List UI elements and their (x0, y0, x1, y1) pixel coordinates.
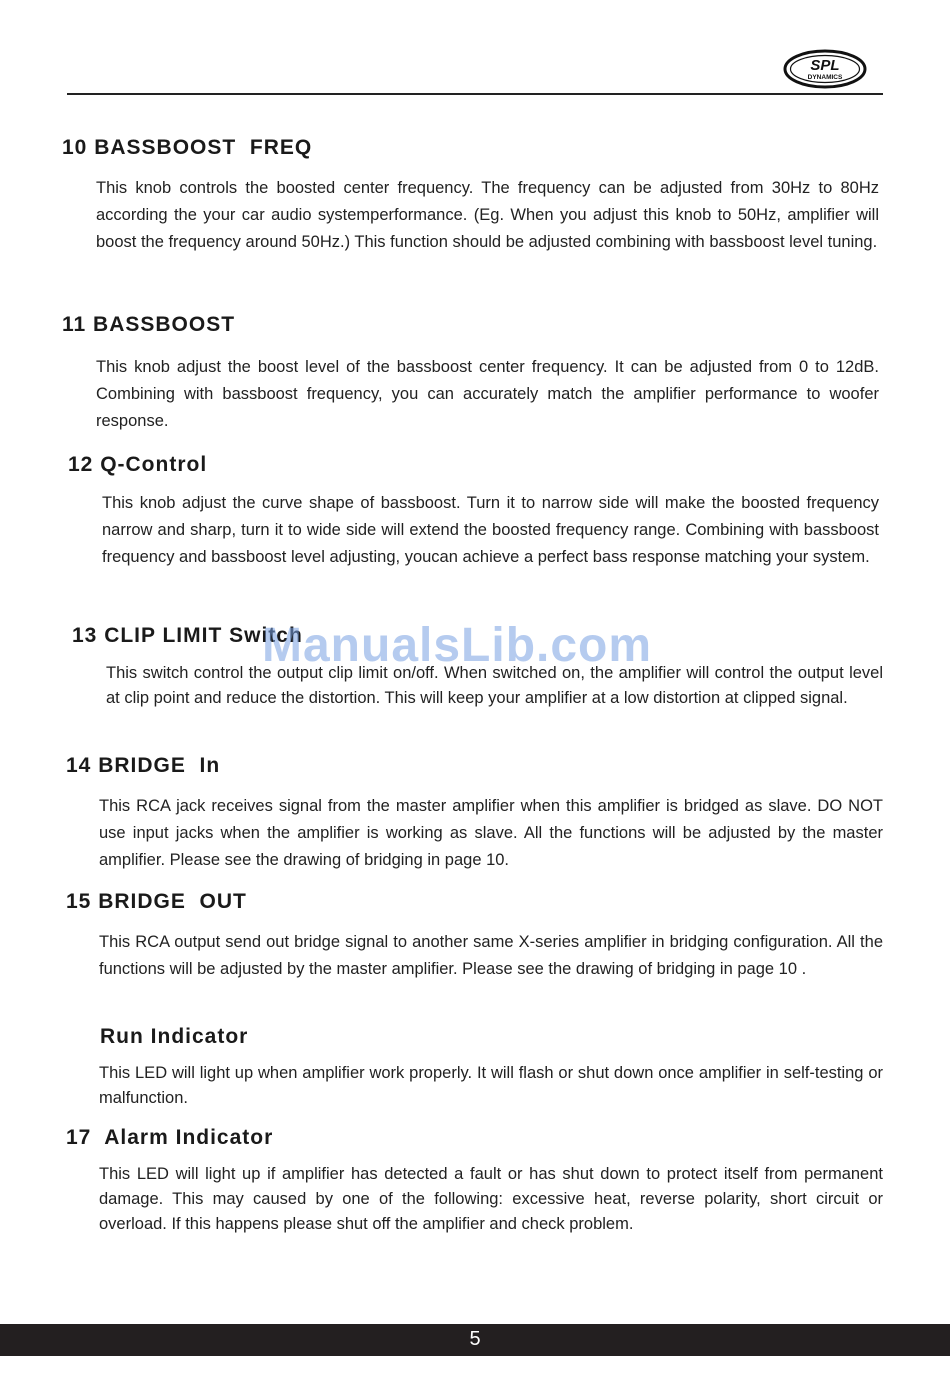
section-13-body: This switch control the output clip limit on/off. When switched on, the amplifier will control the output level at clip point and reduce the distortion. This will keep your amplifier at a low distortion at clipped signal. (106, 664, 883, 707)
spl-dynamics-logo (782, 48, 868, 90)
section-15-body: This RCA output send out bridge signal to another same X-series amplifier in bridging configuration. All the functions will be adjusted by the master amplifier. Please see the drawing of bridging in page 10 . (99, 933, 883, 978)
section-14-body: This RCA jack receives signal from the master amplifier when this amplifier is bridged as slave. DO NOT use input jacks when the amplifier is working as slave. All the functions will be adjusted by the master amplifier. Please see the drawing of bridging in page 10. (99, 797, 883, 869)
section-11-heading: 11 BASSBOOST (62, 313, 236, 336)
svg-text:DYNAMICS: DYNAMICS (807, 74, 843, 81)
section-11-body: This knob adjust the boost level of the bassboost center frequency. It can be adjusted from 0 to 12dB. Combining with bassboost frequency, you can accurately match the amplifier performance to woofer response. (96, 358, 879, 430)
footer-bar (0, 1324, 950, 1356)
svg-text:SPL: SPL (810, 57, 840, 74)
section-13-heading: 13 CLIP LIMIT Switch (72, 624, 303, 647)
section-10-heading: 10 BASSBOOST FREQ (62, 136, 313, 159)
section-14-heading: 14 BRIDGE In (66, 754, 221, 777)
section-17-heading: 17 Alarm Indicator (66, 1126, 274, 1149)
section-12-body: This knob adjust the curve shape of bassboost. Turn it to narrow side will make the boosted frequency narrow and sharp, turn it to wide side will extend the boosted frequency range. Combining with bassboost frequency and bassboost level adjusting, youcan achieve a perfect bass response matching your system. (102, 494, 879, 566)
section-15-heading: 15 BRIDGE OUT (66, 890, 247, 913)
section-10-body: This knob controls the boosted center frequency. The frequency can be adjusted from 30Hz to 80Hz according the your car audio systemperformance. (Eg. When you adjust this knob to 50Hz, amplifier will boost the frequency around 50Hz.) This function should be adjusted combining with bassboost level tuning. (96, 179, 879, 251)
page-number: 5 (469, 1328, 481, 1350)
header-rule (67, 93, 883, 95)
section-17-body: This LED will light up if amplifier has detected a fault or has shut down to protect itself from permanent damage. This may caused by one of the following: excessive heat, reverse polarity, short circuit or overload. If this happens please shut off the amplifier and check problem. (99, 1165, 883, 1233)
run-indicator-body: This LED will light up when amplifier work properly. It will flash or shut down once amplifier in self-testing or malfunction. (99, 1064, 883, 1107)
watermark: ManualsLib.com (262, 619, 653, 672)
run-indicator-heading: Run Indicator (100, 1025, 249, 1048)
section-12-heading: 12 Q-Control (68, 453, 208, 476)
